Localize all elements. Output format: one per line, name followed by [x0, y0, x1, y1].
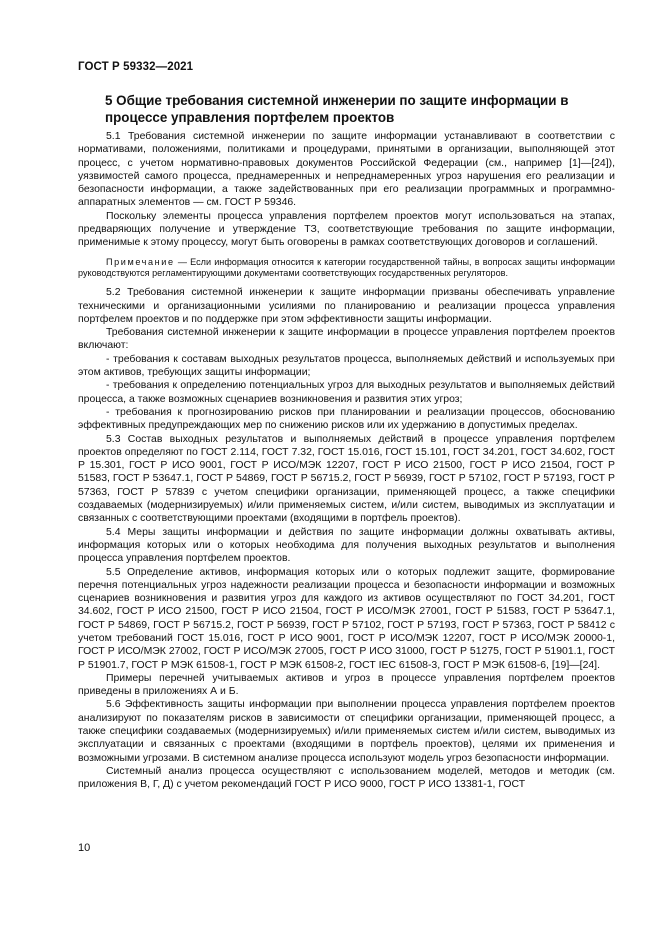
paragraph-examples: Примеры перечней учитываемых активов и угроз в процессе управления портфелем проектов приведены в приложениях А и Б. — [78, 672, 615, 698]
list-item: - требования к прогнозированию рисков при планировании и реализации процессов, обоснованию эффективных предупреждающих мер по снижению рисков или их удержанию в допустимых пределах. — [78, 406, 615, 432]
paragraph-5-6: 5.6 Эффективность защиты информации при выполнении процесса управления портфелем проектов анализируют по показателям рисков в зависимости от специфики организации, применяющей процесс, а также специфики создаваемых (модернизируемых) и/или применяемых систем и/или систем, выводимых из эксплуатации и связанных с проектами (входящими в портфель проектов), целями их применения и возможными угрозами. В системном анализе процесса используют модель угроз безопасности информации. — [78, 699, 615, 764]
note — [78, 257, 615, 281]
paragraph-system-analysis: Системный анализ процесса осуществляют с использованием моделей, методов и методик (см. приложения В, Г, Д) с учетом рекомендаций ГОСТ Р ИСО 9000, ГОСТ Р ИСО 13381-1, ГОСТ — [78, 765, 615, 791]
section-title: 5 Общие требования системной инженерии по защите информации в процессе управления портфелем проектов — [105, 93, 569, 125]
document-body — [78, 130, 615, 792]
paragraph-5-2: 5.2 Требования системной инженерии к защите информации призваны обеспечивать управление техническими и организационными усилиями по планированию и реализации процесса управления портфелем проектов и по поддержке при этом эффективности защиты информации. — [78, 287, 615, 325]
list-item: - требования к определению потенциальных угроз для выходных результатов и выполняемых действий процесса, а также возможных сценариев возникновения и развития этих угроз; — [78, 380, 615, 405]
paragraph-5-1-cont: Поскольку элементы процесса управления портфелем проектов могут использоваться на этапах, предваряющих получение и утверждение ТЗ, соответствующие требования по защите информации, применимые к этому процессу, могут быть оговорены в рамках соответствующих договоров и соглашений. — [78, 210, 615, 249]
paragraph-5-1: 5.1 Требования системной инженерии по защите информации устанавливают в соответствии с нормативами, положениями, политиками и процедурами, принятыми в организации, выполняющей этот процесс, с учетом нормативно-правовых документов Российской Федерации (см., например [1]—[24]), уязвимостей самого процесса, преднамеренных и непреднамеренных угроз нарушения его реализации и безопасности информации, а также задействованных при его реализации программных и программно-аппаратных элементов — см. ГОСТ Р 59346. — [78, 131, 615, 209]
note-text: — Если информация относится к категории государственной тайны, в вопросах защиты информации руководствуются регламентирующими документами соответствующих государственных регуляторов. — [78, 256, 615, 279]
paragraph-5-3: 5.3 Состав выходных результатов и выполняемых действий в процессе управления портфелем проектов определяют по ГОСТ 2.114, ГОСТ 7.32, ГОСТ 15.016, ГОСТ 15.101, ГОСТ 34.201, ГОСТ 34.602, ГОСТ Р 15.301, ГОСТ Р ИСО 9001, ГОСТ Р ИСО/МЭК 12207, ГОСТ Р ИСО 21500, ГОСТ Р ИСО 21504, ГОСТ Р 51583, ГОСТ Р 53647.1, ГОСТ Р 54869, ГОСТ Р 56715.2, ГОСТ Р 56939, ГОСТ Р 57102, ГОСТ Р 57193, ГОСТ Р 57363, ГОСТ Р 57839 с учетом специфики организации, применяющей процесс, а также специфики создаваемых (модернизируемых) и/или применяемых систем, и/или систем, выводимых из эксплуатации и связанных с соответствующими проектами (входящими в портфель проектов). — [78, 433, 615, 525]
note-label: Примечание — [106, 256, 175, 267]
document-id: ГОСТ Р 59332—2021 — [78, 61, 194, 73]
list-item: - требования к составам выходных результатов процесса, выполняемых действий и используемых при этом активов, требующих защиты информации; — [78, 353, 615, 379]
paragraph-5-5: 5.5 Определение активов, информация которых или о которых подлежит защите, формирование перечня потенциальных угроз надежности реализации процесса и безопасности информации и возможных сценариев возникновения и развития угроз для каждого из активов осуществляют по ГОСТ 34.201, ГОСТ 34.602, ГОСТ Р ИСО 21500, ГОСТ Р ИСО 21504, ГОСТ Р ИСО/МЭК 27001, ГОСТ Р 51583, ГОСТ Р 53647.1, ГОСТ Р 54869, ГОСТ Р 56715.2, ГОСТ Р 56939, ГОСТ Р 57102, ГОСТ Р 57193, ГОСТ Р 57363, ГОСТ Р 58412 с учетом требований ГОСТ 15.016, ГОСТ Р ИСО 9001, ГОСТ Р ИСО/МЭК 12207, ГОСТ Р ИСО/МЭК 20000-1, ГОСТ Р ИСО/МЭК 27002, ГОСТ Р ИСО/МЭК 27005, ГОСТ Р ИСО 31000, ГОСТ Р 51275, ГОСТ Р 51901.1, ГОСТ Р 51901.7, ГОСТ Р МЭК 61508-1, ГОСТ Р МЭК 61508-2, ГОСТ IEC 61508-3, ГОСТ Р МЭК 61508-6, [19]—[24]. — [78, 566, 615, 671]
page-number: 10 — [78, 842, 91, 854]
paragraph-requirements-intro: Требования системной инженерии к защите информации в процессе управления портфелем проектов включают: — [78, 327, 615, 352]
paragraph-5-4: 5.4 Меры защиты информации и действия по защите информации должны охватывать активы, информация которых или о которых необходима для получения выходных результатов и выполнения процесса управления портфелем проектов. — [78, 526, 615, 565]
